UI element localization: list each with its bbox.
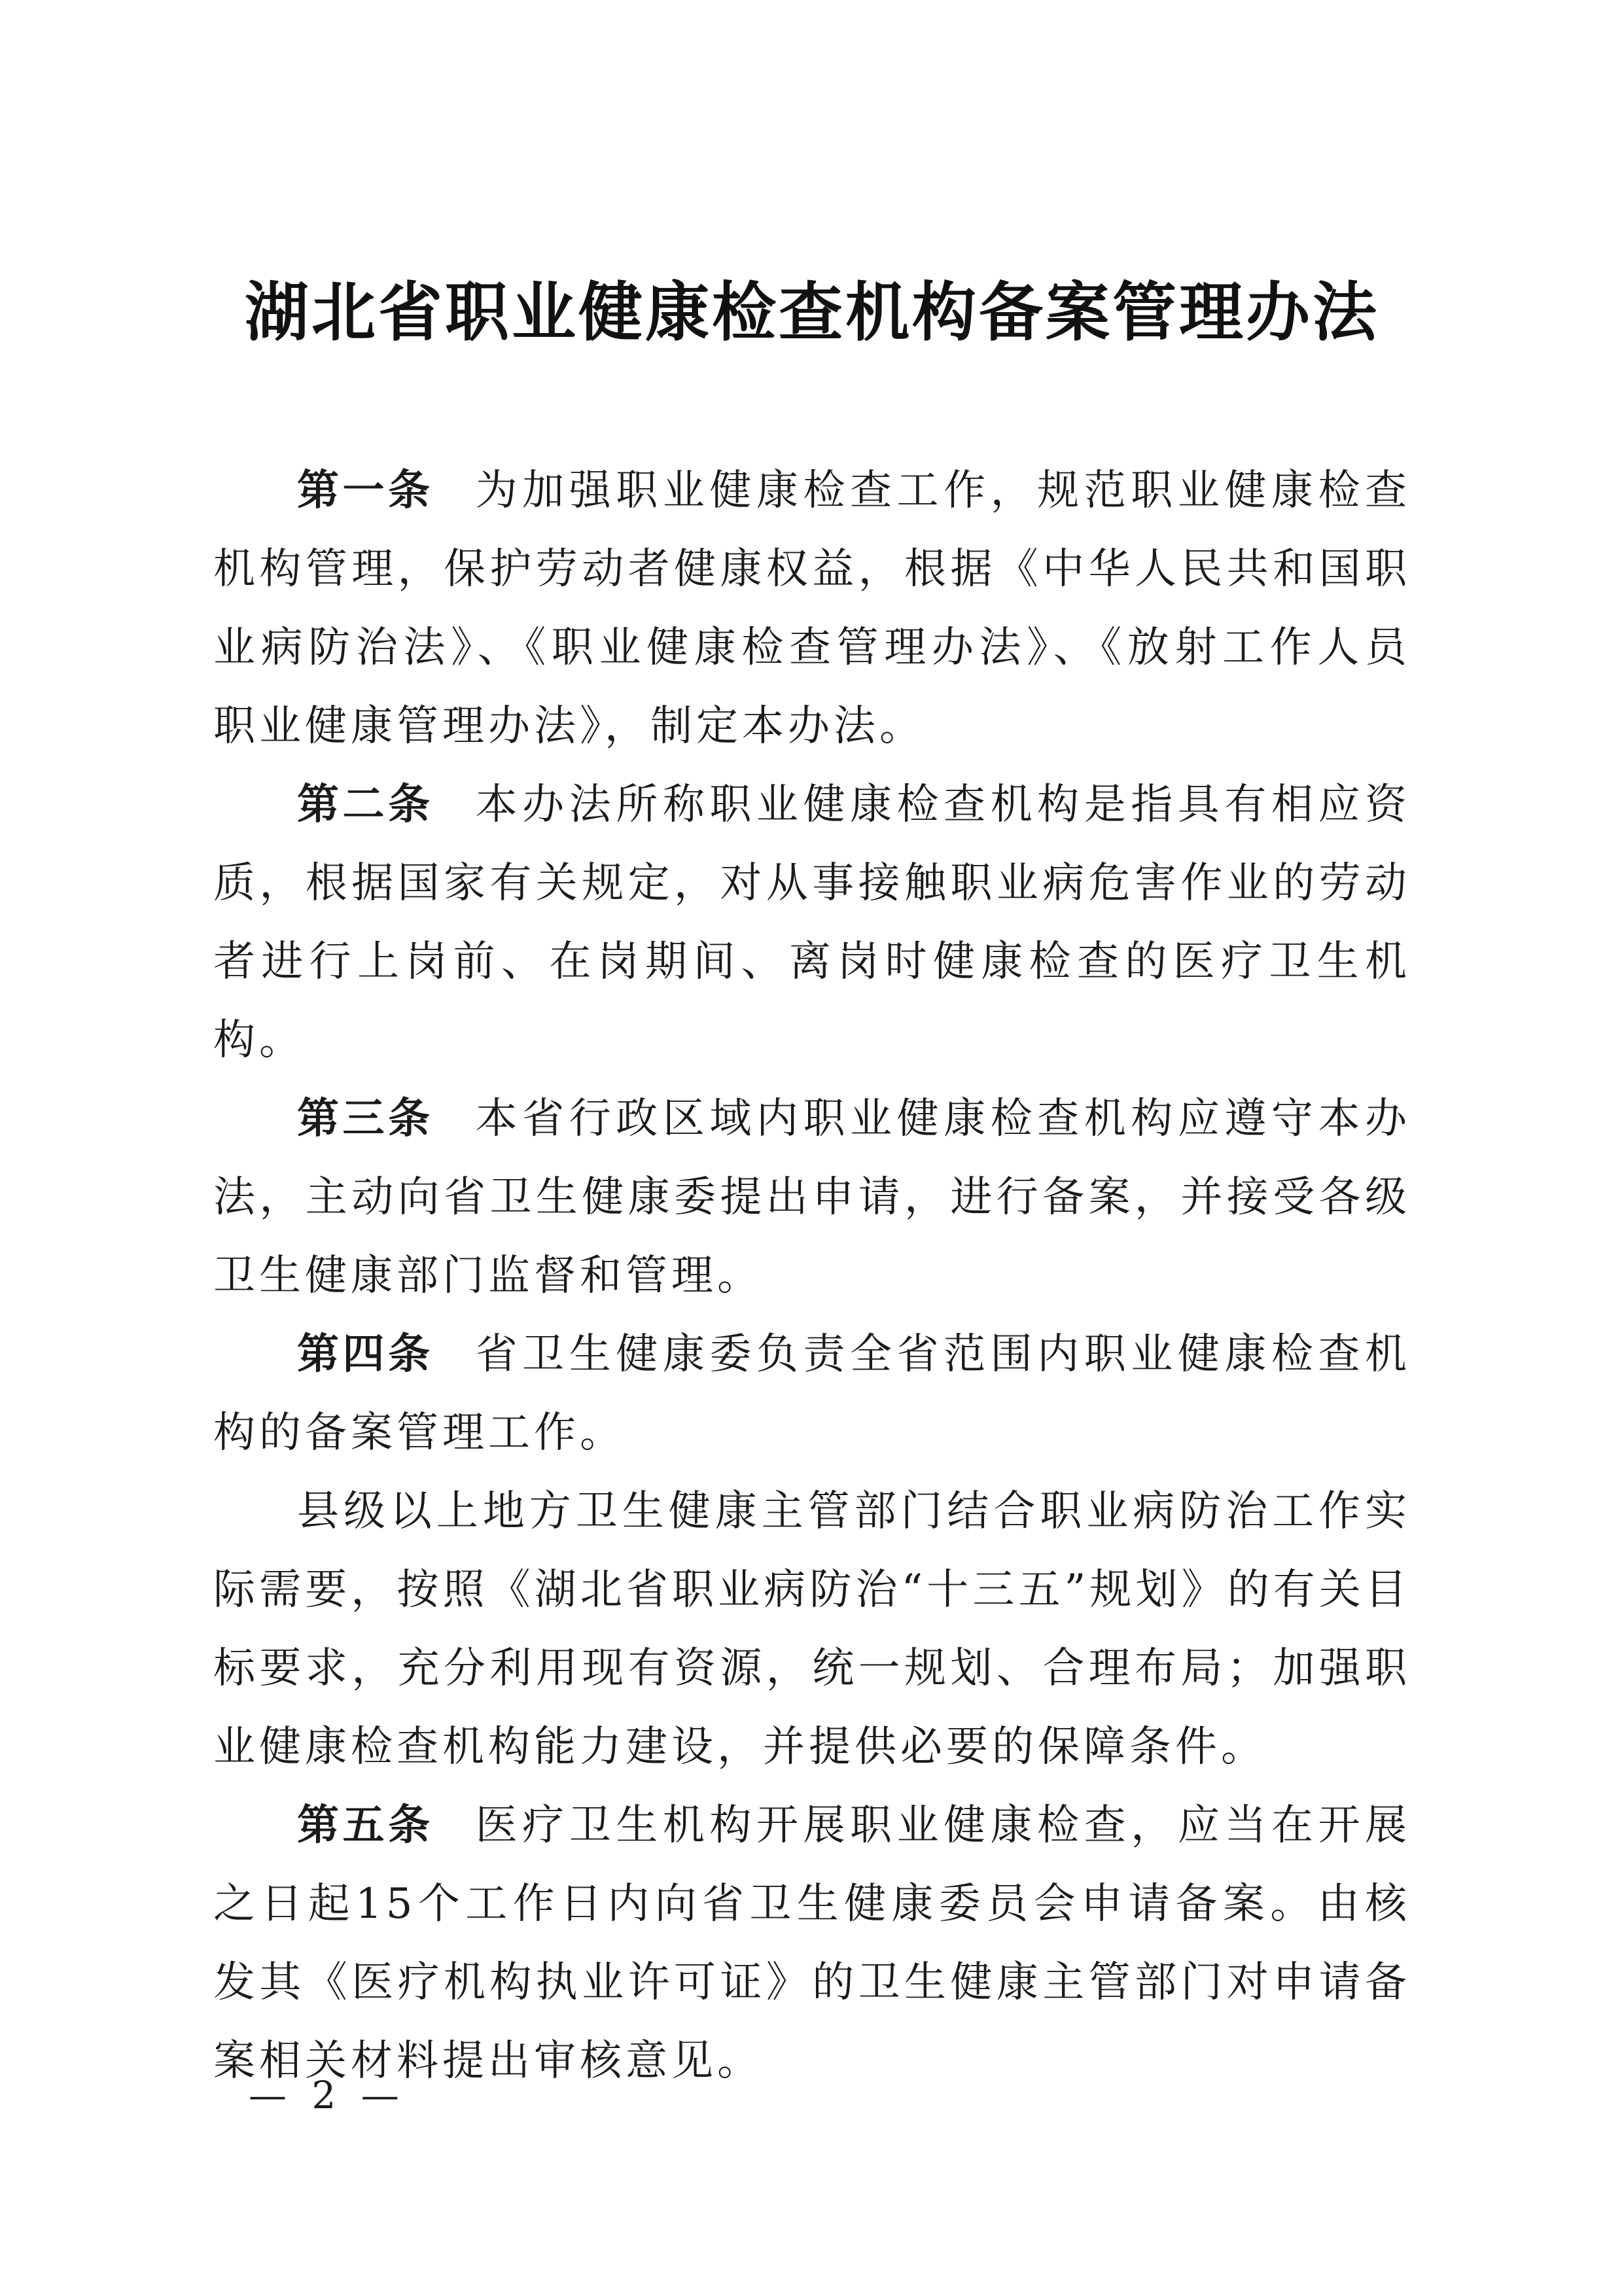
article-1: [213, 451, 1411, 766]
article-label: 第一条: [297, 467, 434, 515]
article-3: [213, 1080, 1411, 1315]
article-4-continued: [213, 1472, 1411, 1786]
article-label: 第四条: [297, 1330, 434, 1379]
article-text: 为加强职业健康检查工作，规范职业健康检查机构管理，保护劳动者健康权益，根据《中华人民共和国职业病防治法》、《职业健康检查管理办法》、《放射工作人员职业健康管理办法》，制定本办法。: [213, 467, 1411, 751]
article-4: [213, 1315, 1411, 1472]
article-label: 第三条: [297, 1095, 434, 1143]
article-text: 省卫生健康委负责全省范围内职业健康检查机构的备案管理工作。: [213, 1330, 1411, 1457]
article-text: 医疗卫生机构开展职业健康检查，应当在开展之日起15个工作日内向省卫生健康委员会申请备案。由核发其《医疗机构执业许可证》的卫生健康主管部门对申请备案相关材料提出审核意见。: [213, 1801, 1411, 2085]
document-title: 湖北省职业健康检查机构备案管理办法: [244, 275, 1379, 350]
article-5: [213, 1786, 1411, 2100]
article-text: 本省行政区域内职业健康检查机构应遵守本办法，主动向省卫生健康委提出申请，进行备案，并接受各级卫生健康部门监督和管理。: [213, 1095, 1411, 1300]
document-body: [213, 451, 1411, 2100]
article-label: 第二条: [297, 781, 434, 829]
article-2: [213, 766, 1411, 1080]
article-label: 第五条: [297, 1801, 434, 1850]
article-text: 本办法所称职业健康检查机构是指具有相应资质，根据国家有关规定，对从事接触职业病危害作业的劳动者进行上岗前、在岗期间、离岗时健康检查的医疗卫生机构。: [213, 781, 1411, 1065]
page-number: — 2 —: [249, 2073, 406, 2117]
article-text: 县级以上地方卫生健康主管部门结合职业病防治工作实际需要，按照《湖北省职业病防治“十三五”规划》的有关目标要求，充分利用现有资源，统一规划、合理布局；加强职业健康检查机构能力建设，并提供必要的保障条件。: [213, 1487, 1411, 1771]
